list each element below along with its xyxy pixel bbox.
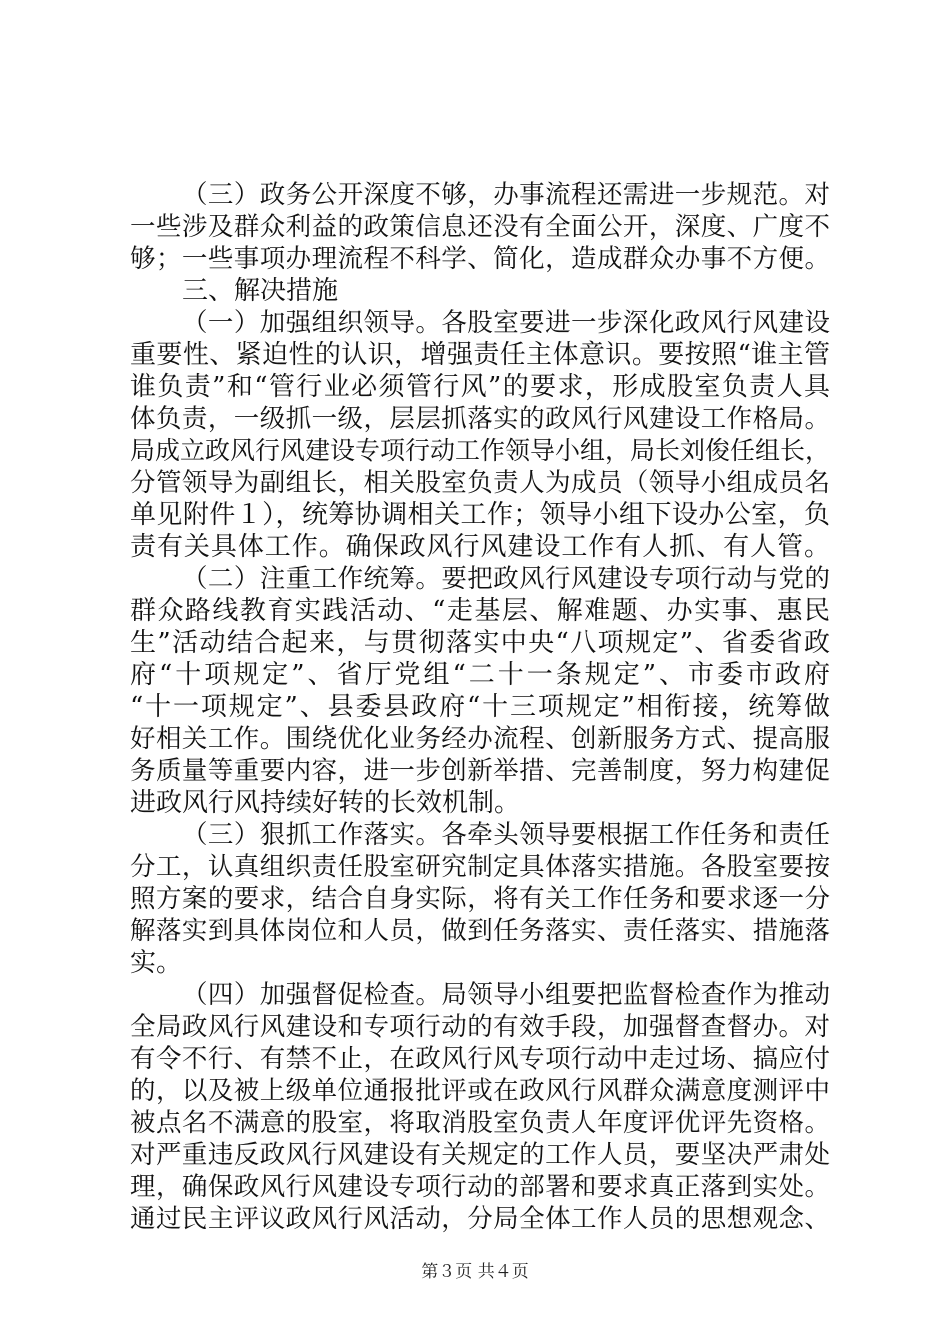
paragraph-line: 通过民主评议政风行风活动，分局全体工作人员的思想观念、: [130, 1204, 830, 1234]
paragraph-line: 体负责，一级抓一级，层层抓落实的政风行风建设工作格局。: [130, 404, 830, 434]
section-heading: 三、解决措施: [182, 276, 339, 306]
paragraph-line: 解落实到具体岗位和人员，做到任务落实、责任落实、措施落: [130, 916, 830, 946]
paragraph-line: 对严重违反政风行风建设有关规定的工作人员，要坚决严肃处: [130, 1140, 830, 1170]
paragraph-line: 群众路线教育实践活动、“走基层、解难题、办实事、惠民: [130, 596, 830, 626]
paragraph-line: （三）政务公开深度不够，办事流程还需进一步规范。对: [182, 180, 830, 210]
paragraph-line: 分管领导为副组长，相关股室负责人为成员（领导小组成员名: [130, 468, 830, 498]
paragraph-line: 理，确保政风行风建设专项行动的部署和要求真正落到实处。: [130, 1172, 830, 1202]
paragraph-line: （三）狠抓工作落实。各牵头领导要根据工作任务和责任: [182, 820, 830, 850]
paragraph-line: 一些涉及群众利益的政策信息还没有全面公开，深度、广度不: [130, 212, 830, 242]
paragraph-line: 生”活动结合起来，与贯彻落实中央“八项规定”、省委省政: [130, 628, 830, 658]
paragraph-line: 谁负责”和“管行业必须管行风”的要求，形成股室负责人具: [130, 372, 830, 402]
paragraph-line: 全局政风行风建设和专项行动的有效手段，加强督查督办。对: [130, 1012, 830, 1042]
paragraph-line: 被点名不满意的股室，将取消股室负责人年度评优评先资格。: [130, 1108, 830, 1138]
paragraph-line: 单见附件１），统筹协调相关工作；领导小组下设办公室，负: [130, 500, 830, 530]
paragraph-line: （四）加强督促检查。局领导小组要把监督检查作为推动: [182, 980, 830, 1010]
page-footer: 第３页 共４页: [421, 1262, 529, 1282]
paragraph-line: 局成立政风行风建设专项行动工作领导小组，局长刘俊任组长，: [130, 436, 831, 465]
paragraph-line: 的，以及被上级单位通报批评或在政风行风群众满意度测评中: [130, 1076, 830, 1106]
paragraph-line: （二）注重工作统筹。要把政风行风建设专项行动与党的: [182, 564, 830, 594]
paragraph-line: 进政风行风持续好转的长效机制。: [130, 788, 521, 818]
paragraph-line: 务质量等重要内容，进一步创新举措、完善制度，努力构建促: [130, 756, 830, 786]
paragraph-line: 好相关工作。围绕优化业务经办流程、创新服务方式、提高服: [130, 724, 830, 754]
paragraph-line: （一）加强组织领导。各股室要进一步深化政风行风建设: [182, 308, 830, 338]
paragraph-line: 实。: [130, 948, 183, 978]
paragraph-line: 照方案的要求，结合自身实际，将有关工作任务和要求逐一分: [130, 884, 830, 914]
paragraph-line: 责有关具体工作。确保政风行风建设工作有人抓、有人管。: [130, 532, 830, 562]
paragraph-line: 分工，认真组织责任股室研究制定具体落实措施。各股室要按: [130, 852, 830, 882]
paragraph-line: 府“十项规定”、省厅党组“二十一条规定”、市委市政府: [130, 660, 830, 690]
paragraph-line: 重要性、紧迫性的认识，增强责任主体意识。要按照“谁主管: [130, 340, 830, 370]
paragraph-line: “十一项规定”、县委县政府“十三项规定”相衔接，统筹做: [130, 692, 830, 722]
paragraph-line: 够；一些事项办理流程不科学、简化，造成群众办事不方便。: [130, 244, 830, 274]
paragraph-line: 有令不行、有禁不止，在政风行风专项行动中走过场、搞应付: [130, 1044, 830, 1074]
